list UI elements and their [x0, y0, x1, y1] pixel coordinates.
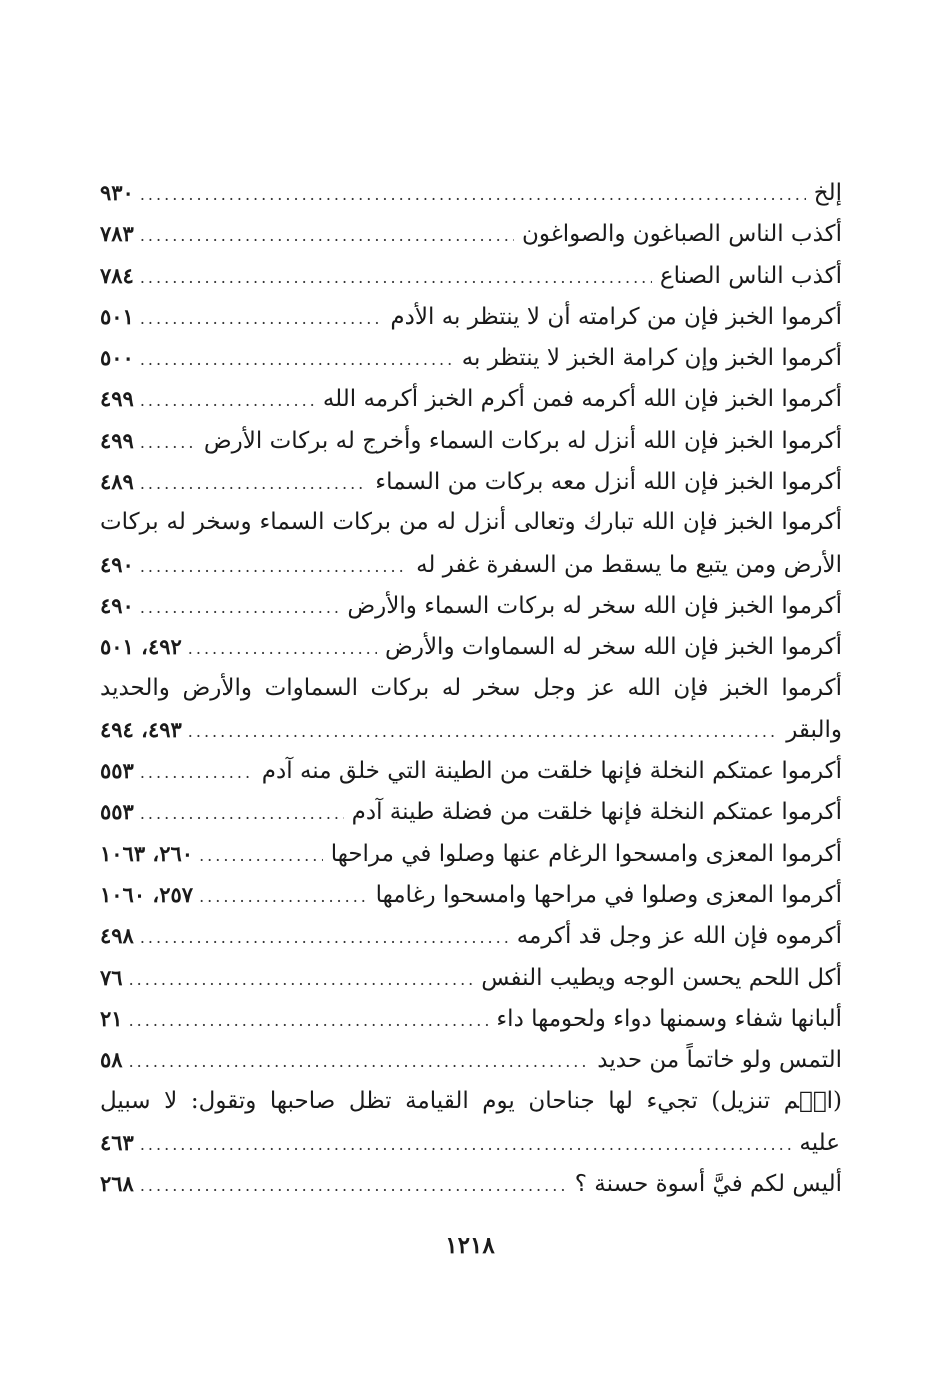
- index-entry: [100, 461, 842, 502]
- dot-leader: [188, 711, 778, 752]
- index-entry: [100, 255, 842, 296]
- entry-text: أليس لكم فيَّ أسوة حسنة ؟: [574, 1171, 842, 1198]
- dot-leader: [140, 587, 340, 628]
- index-entry: [100, 750, 842, 791]
- entry-pages: ٥٠١: [100, 303, 134, 329]
- dot-leader: [129, 959, 474, 1000]
- entry-text: التمس ولو خاتماً من حديد: [597, 1047, 842, 1074]
- entry-pages: ٤٨٩: [100, 469, 134, 495]
- dot-leader: [129, 1041, 590, 1082]
- dot-leader: [140, 339, 454, 380]
- index-entry: [100, 172, 842, 213]
- entry-pages: ٤٩٣، ٤٩٤: [100, 716, 182, 742]
- index-entry-first-line: [100, 1081, 842, 1122]
- index-entry: [100, 957, 842, 998]
- entry-pages: ٤٩٨: [100, 923, 134, 949]
- dot-leader: [140, 215, 514, 256]
- index-entry-continuation: [100, 1122, 842, 1163]
- entry-text: أكرموا الخبز فإن الله تبارك وتعالى أنزل له من بركات السماء وسخر له بركات: [100, 509, 842, 536]
- dot-leader: [188, 628, 377, 669]
- entry-pages: ٥٥٣: [100, 758, 134, 784]
- index-entry-continuation: [100, 544, 842, 585]
- index-entry: [100, 998, 842, 1039]
- index-entry: [100, 1039, 842, 1080]
- index-entry: [100, 337, 842, 378]
- index-entry-continuation: [100, 709, 842, 750]
- dot-leader: [140, 917, 509, 958]
- dot-leader: [140, 752, 254, 793]
- index-entry: [100, 213, 842, 254]
- entry-pages: ٤٦٣: [100, 1129, 134, 1155]
- entry-pages: ٤٩٠: [100, 592, 134, 618]
- index-entry: [100, 833, 842, 874]
- dot-leader: [129, 1000, 489, 1041]
- entry-pages: ٥٨: [100, 1047, 123, 1073]
- dot-leader: [140, 463, 367, 504]
- dot-leader: [199, 876, 368, 917]
- entry-text: أكرموا المعزى وصلوا في مراحها وامسحوا رغامها: [375, 882, 842, 909]
- entry-pages: ٢١: [100, 1005, 123, 1031]
- dot-leader: [140, 257, 652, 298]
- dot-leader: [140, 793, 344, 834]
- index-entry: [100, 791, 842, 832]
- entry-text: أكرموا الخبز فإن الله سخر له السماوات والأرض: [385, 634, 842, 661]
- index-entry: [100, 626, 842, 667]
- index-entry-first-line: [100, 502, 842, 543]
- entry-pages: ٧٨٣: [100, 221, 134, 247]
- entry-text: أكذب الناس الصباغون والصواغون: [521, 221, 842, 248]
- entry-text: ألبانها شفاء وسمنها دواء ولحومها داء: [496, 1005, 842, 1032]
- entry-pages: ٢٥٧، ١٠٦٠: [100, 882, 194, 908]
- entry-text: أكرموا الخبز فإن الله أنزل له بركات السماء وأخرج له بركات الأرض: [203, 427, 842, 454]
- entry-text: أكرموا الخبز فإن الله سخر له بركات السماء والأرض: [347, 592, 842, 619]
- index-entry: [100, 296, 842, 337]
- entry-pages: ٢٦٨: [100, 1171, 134, 1197]
- page-number: ١٢١٨: [445, 1232, 495, 1259]
- entry-text: عليه: [799, 1129, 840, 1156]
- entry-text: أكرموا الخبز وإن كرامة الخبز لا ينتظر به: [461, 345, 842, 372]
- entry-pages: ٢٦٠، ١٠٦٣: [100, 840, 194, 866]
- index-entry: [100, 585, 842, 626]
- entry-text: أكذب الناس الصناع: [659, 262, 842, 289]
- dot-leader: [140, 1165, 567, 1206]
- dot-leader: [140, 422, 196, 463]
- entry-text: أكل اللحم يحسن الوجه ويطيب النفس: [481, 964, 842, 991]
- entry-pages: ٥٠٠: [100, 345, 134, 371]
- entry-text: أكرموا عمتكم النخلة فإنها خلقت من فضلة طينة آدم: [351, 799, 842, 826]
- entry-text: أكرموا الخبز فإن الله أكرمه فمن أكرم الخبز أكرمه الله: [322, 386, 842, 413]
- index-entry: [100, 378, 842, 419]
- index-entry: [100, 874, 842, 915]
- dot-leader: [140, 174, 806, 215]
- entry-text: والبقر: [786, 716, 842, 743]
- entry-text: إلخ: [813, 180, 842, 206]
- index-entry: [100, 1163, 842, 1204]
- index-entry-first-line: [100, 668, 842, 709]
- entry-pages: ٤٩٩: [100, 386, 134, 412]
- entry-pages: ٧٦: [100, 964, 123, 990]
- entry-text: أكرموا الخبز فإن الله عز وجل سخر له بركات السماوات والأرض والحديد: [100, 674, 842, 701]
- entry-text: الأرض ومن يتبع ما يسقط من السفرة غفر له: [416, 551, 842, 578]
- index-entry: [100, 915, 842, 956]
- entry-pages: ٧٨٤: [100, 262, 134, 288]
- index-entry: [100, 420, 842, 461]
- entry-pages: ٥٥٣: [100, 799, 134, 825]
- hadith-index-list: [100, 172, 842, 1204]
- dot-leader: [140, 546, 408, 587]
- dot-leader: [140, 380, 315, 421]
- entry-pages: ٤٩٩: [100, 427, 134, 453]
- entry-text: (الۤم تنزيل) تجيء لها جناحان يوم القيامة تظل صاحبها وتقول: لا سبيل: [100, 1087, 842, 1114]
- entry-text: أكرموه فإن الله عز وجل قد أكرمه: [516, 923, 842, 950]
- entry-pages: ٤٩٢، ٥٠١: [100, 634, 182, 660]
- entry-pages: ٩٣٠: [100, 180, 134, 205]
- entry-text: أكرموا عمتكم النخلة فإنها خلقت من الطينة التي خلق منه آدم: [261, 758, 842, 785]
- dot-leader: [140, 1124, 792, 1165]
- entry-text: أكرموا الخبز فإن الله أنزل معه بركات من السماء: [375, 469, 842, 496]
- dot-leader: [140, 298, 383, 339]
- entry-pages: ٤٩٠: [100, 551, 134, 577]
- dot-leader: [199, 835, 323, 876]
- entry-text: أكرموا الخبز فإن من كرامته أن لا ينتظر به الأدم: [390, 303, 842, 330]
- entry-text: أكرموا المعزى وامسحوا الرغام عنها وصلوا في مراحها: [330, 840, 842, 867]
